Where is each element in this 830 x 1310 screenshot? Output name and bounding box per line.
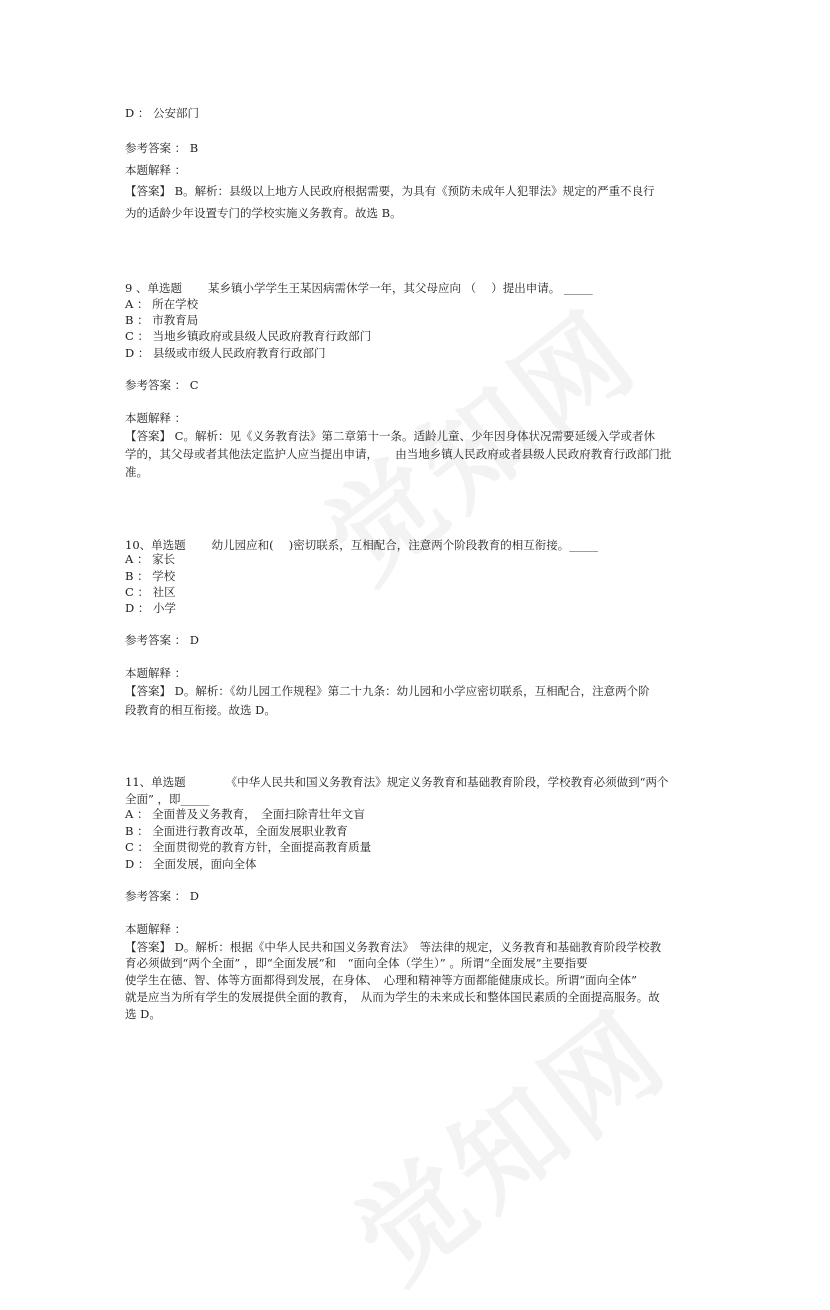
q11-explain-line3: 使学生在德、智、体等方面都得到发展，在身体、 心理和精神等方面都能健康成长。所谓“面向全体” bbox=[125, 973, 638, 987]
q11-number: 11、单选题 bbox=[125, 775, 186, 789]
q9-explain-line1: 【答案】 C。解析：见《义务教育法》第二章第十一条。适龄儿童、少年因身体状况需要延缓入学或者休 bbox=[125, 429, 655, 443]
q10-option-d: D ： 小学 bbox=[125, 601, 177, 615]
q11-option-d: D ： 全面发展，面向全体 bbox=[125, 857, 257, 871]
q9-option-c: C ： 当地乡镇政府或县级人民政府教育行政部门 bbox=[125, 329, 372, 343]
q11-stem-line2: 全面” ，即_____ bbox=[125, 792, 210, 806]
q11-stem: 《中华人民共和国义务教育法》规定义务教育和基础教育阶段，学校教育必须做到“两个 bbox=[225, 775, 669, 789]
q9-explain-line3: 准。 bbox=[125, 465, 148, 479]
q10-stem: 幼儿园应和( )密切联系，互相配合，注意两个阶段教育的相互衔接。_____ bbox=[211, 538, 599, 552]
q9-option-d: D ： 县级或市级人民政府教育行政部门 bbox=[125, 346, 326, 360]
q8-explain-label: 本题解释 ： bbox=[125, 163, 187, 177]
q10-answer: 参考答案 ： D bbox=[125, 633, 200, 647]
q10-option-c: C ： 社区 bbox=[125, 585, 176, 599]
q11-explain-line1: 【答案】 D。解析：根据《中华人民共和国义务教育法》 等法律的规定，义务教育和基础教育阶段学校教 bbox=[125, 940, 662, 954]
q9-answer: 参考答案 ： C bbox=[125, 378, 199, 392]
q9-heading bbox=[125, 280, 593, 296]
q10-explain-line1: 【答案】 D。解析：《幼儿园工作规程》第二十九条：幼儿园和小学应密切联系，互相配合，注意两个阶 bbox=[125, 684, 650, 698]
q10-number: 10、单选题 bbox=[125, 538, 186, 552]
q10-explain-line2: 段教育的相互衔接。故选 D。 bbox=[125, 703, 276, 717]
q11-option-a: A ： 全面普及义务教育， 全面扫除青壮年文盲 bbox=[125, 807, 365, 821]
q8-answer: 参考答案 ： B bbox=[125, 141, 199, 155]
watermark-lower bbox=[319, 968, 695, 1310]
q8-explain-line1: 【答案】 B。解析：县级以上地方人民政府根据需要，为具有《预防未成年人犯罪法》规定的严重不良行 bbox=[125, 184, 655, 198]
q11-explain-line5: 选 D。 bbox=[125, 1007, 161, 1021]
q11-answer: 参考答案 ： D bbox=[125, 889, 200, 903]
q9-stem: 某乡镇小学学生王某因病需休学一年，其父母应向 （ ）提出申请。 _____ bbox=[207, 281, 593, 295]
q9-number: 9 、单选题 bbox=[125, 281, 182, 295]
q11-explain-label: 本题解释 ： bbox=[125, 922, 187, 936]
q10-heading bbox=[125, 537, 598, 553]
q11-option-c: C ： 全面贯彻党的教育方针，全面提高教育质量 bbox=[125, 840, 372, 854]
q10-option-b: B ： 学校 bbox=[125, 569, 176, 583]
q10-explain-label: 本题解释 ： bbox=[125, 666, 187, 680]
q8-option-d: D ： 公安部门 bbox=[125, 106, 200, 120]
q11-explain-line4: 就是应当为所有学生的发展提供全面的教育， 从而为学生的未来成长和整体国民素质的全面提高服务。故 bbox=[125, 990, 660, 1004]
q11-option-b: B ： 全面进行教育改革，全面发展职业教育 bbox=[125, 824, 348, 838]
q11-heading bbox=[125, 774, 669, 790]
q8-explain-line2: 为的适龄少年设置专门的学校实施义务教育。故选 B。 bbox=[125, 206, 402, 220]
q10-option-a: A ： 家长 bbox=[125, 552, 176, 566]
q9-option-b: B ： 市教育局 bbox=[125, 313, 199, 327]
q11-explain-line2: 育必须做到“两个全面” ，即“全面发展”和 “面向全体（学生）” 。所谓“全面发展”主要指要 bbox=[125, 956, 588, 970]
q9-option-a: A ： 所在学校 bbox=[125, 297, 199, 311]
q9-explain-line2: 学的，其父母或者其他法定监护人应当提出申请， 由当地乡镇人民政府或者县级人民政府教育行政部门批 bbox=[125, 447, 672, 461]
q9-explain-label: 本题解释 ： bbox=[125, 411, 187, 425]
